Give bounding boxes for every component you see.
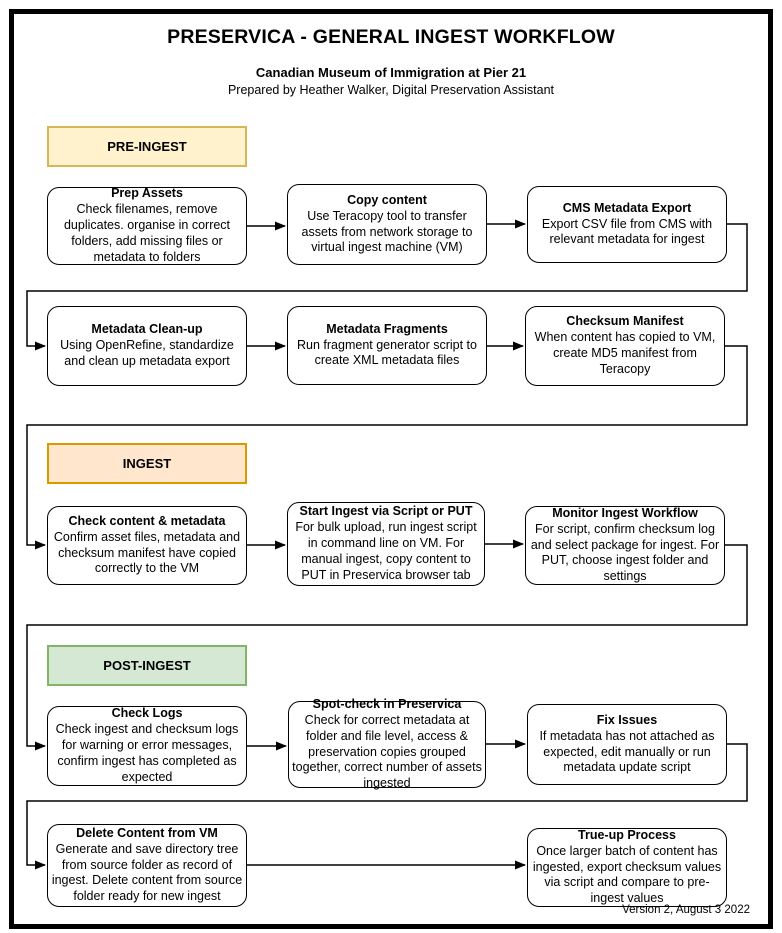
node-title: Start Ingest via Script or PUT [299, 504, 473, 519]
node-title: Fix Issues [596, 712, 658, 727]
node-body: Generate and save directory tree from source folder as record of ingest. Delete content from source folder ready for new ingest [51, 841, 243, 904]
section-label-text: POST-INGEST [103, 658, 191, 673]
node-title: Monitor Ingest Workflow [552, 505, 698, 520]
flow-node-prep-assets [47, 187, 247, 265]
flow-node-monitor-ingest [525, 506, 725, 585]
flow-node-checksum-manifest [525, 306, 725, 386]
section-label-post-ingest [47, 645, 247, 686]
node-title: CMS Metadata Export [562, 200, 692, 215]
node-title: Spot-check in Preservica [312, 696, 462, 711]
node-body: For bulk upload, run ingest script in command line on VM. For manual ingest, copy content to PUT in Preservica browser tab [295, 520, 477, 582]
node-title: Delete Content from VM [76, 825, 218, 840]
node-body: Once larger batch of content has ingested, export checksum values via script and compare to pre-ingest values [532, 843, 722, 906]
flow-node-check-logs [47, 706, 247, 786]
node-title: Check Logs [111, 706, 183, 721]
node-body: When content has copied to VM, create MD5 manifest from Teracopy [534, 330, 716, 376]
node-title: Metadata Clean-up [91, 322, 203, 337]
node-body: Export CSV file from CMS with relevant metadata for ingest [541, 216, 713, 247]
node-body: For script, confirm checksum log and select package for ingest. For PUT, choose ingest folder and settings [530, 521, 720, 584]
node-body: Confirm asset files, metadata and checksum manifest have copied correctly to the VM [53, 529, 241, 576]
version-note: Version 2, August 3 2022 [622, 904, 750, 916]
node-title: Copy content [347, 192, 427, 207]
section-label-text: PRE-INGEST [107, 139, 187, 154]
flow-node-delete-content-vm [47, 824, 247, 907]
node-body: Run fragment generator script to create XML metadata files [297, 337, 477, 368]
flow-node-copy-content [287, 184, 487, 265]
flow-node-start-ingest [287, 502, 485, 586]
section-label-pre-ingest [47, 126, 247, 167]
node-title: True-up Process [578, 827, 676, 842]
section-label-ingest [47, 443, 247, 484]
node-title: Metadata Fragments [326, 321, 448, 336]
node-title: Checksum Manifest [566, 314, 684, 329]
flow-node-true-up [527, 828, 727, 907]
flow-node-cms-metadata-export [527, 186, 727, 263]
page-title: PRESERVICA - GENERAL INGEST WORKFLOW [167, 26, 615, 48]
flow-node-spot-check [288, 696, 486, 791]
node-body: Check ingest and checksum logs for warning or error messages, confirm ingest has completed as expected [55, 722, 239, 784]
page-subtitle: Canadian Museum of Immigration at Pier 21 [255, 65, 527, 80]
flow-node-check-content-metadata [47, 506, 247, 585]
node-body: Check filenames, remove duplicates. organise in correct folders, add missing files or metadata to folders [63, 202, 231, 264]
node-title: Prep Assets [111, 186, 183, 201]
node-body: If metadata has not attached as expected, edit manually or run metadata update script [539, 728, 715, 775]
node-body: Check for correct metadata at folder and file level, access & preservation copies grouped together, correct number of assets ingested [292, 712, 482, 791]
section-label-text: INGEST [122, 456, 172, 471]
flow-node-fix-issues [527, 704, 727, 785]
node-body: Use Teracopy tool to transfer assets from network storage to virtual ingest machine (VM) [301, 208, 473, 255]
node-title: Check content & metadata [68, 513, 226, 528]
prepared-by-line: Prepared by Heather Walker, Digital Preservation Assistant [227, 83, 555, 97]
flow-node-metadata-clean-up [47, 306, 247, 386]
flow-node-metadata-fragments [287, 306, 487, 385]
node-body: Using OpenRefine, standardize and clean up metadata export [60, 338, 234, 368]
